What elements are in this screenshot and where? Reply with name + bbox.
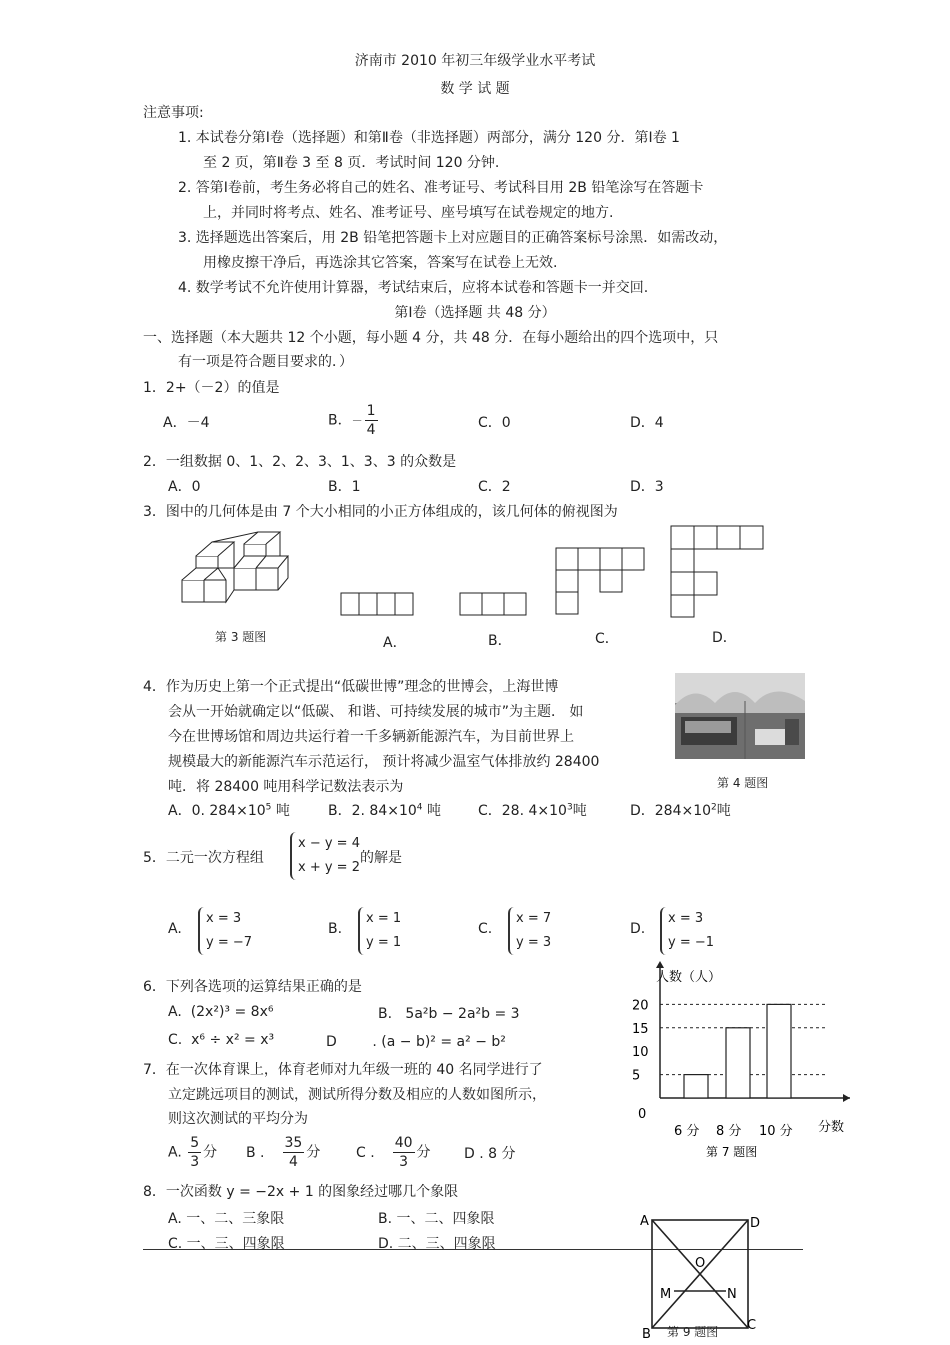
q5-option-b[interactable]: x = 1 y = 1 (358, 907, 401, 955)
q8-option-a[interactable]: A. 一、二、三象限 (168, 1211, 285, 1227)
q9-label-o: O (695, 1256, 706, 1271)
exam-title: 济南市 2010 年初三年级学业水平考试 (354, 53, 596, 69)
notes-heading: 注意事项: (143, 105, 204, 121)
q9-label-n: N (727, 1287, 737, 1302)
q3-solid-figure (178, 528, 298, 608)
q4-option-b[interactable]: B．2. $84\times 10^4$ 吨 (328, 802, 441, 819)
note-line: 4. 数学考试不允许使用计算器，考试结束后，应将本试卷和答题卡一并交回. (178, 280, 649, 296)
note-line: 3. 选择题选出答案后，用 2B 铅笔把答题卡上对应题目的正确答案标号涂黑．如需改动， (178, 230, 728, 246)
chart-bar (767, 1004, 791, 1098)
question-4-line: 吨．将 28400 吨用科学记数法表示为 (168, 779, 404, 795)
q7-option-c[interactable]: C . $\frac{40}{3}$ 分 (356, 1135, 431, 1170)
q4-expo-bus-photo (675, 673, 805, 759)
question-5-stem-post: 的解是 (360, 850, 402, 866)
q3-option-c-figure[interactable] (555, 547, 647, 619)
chart-x-arrow (843, 1094, 850, 1102)
exam-subtitle: 数 学 试 题 (440, 81, 510, 97)
q8-option-c[interactable]: C. 一、三、四象限 (168, 1236, 285, 1252)
note-line: 至 2 页，第Ⅱ卷 3 至 8 页．考试时间 120 分钟. (203, 155, 500, 171)
q5-option-d-label[interactable]: D. (630, 921, 646, 937)
q3-figure-caption: 第 3 题图 (215, 630, 267, 644)
q9-label-m: M (660, 1287, 672, 1302)
chart-y-label: 人数（人） (656, 970, 722, 985)
question-4-line: 4．作为历史上第一个正式提出“低碳世博”理念的世博会，上海世博 (143, 679, 559, 695)
chart-y-tick-label: 20 (632, 998, 649, 1014)
question-5-stem-pre: 5．二元一次方程组 (143, 850, 264, 866)
q9-square-figure (636, 1208, 776, 1340)
question-2-stem: 2．一组数据 0、1、2、2、3、1、3、3 的众数是 (143, 454, 457, 470)
q5-option-a-label[interactable]: A. (168, 921, 182, 937)
chart-y-tick-label: 0 (638, 1107, 647, 1122)
section-instructions-cont: 有一项是符合题目要求的．） (178, 354, 353, 370)
q4-option-a[interactable]: A．0. $284\times 10^5$ 吨 (168, 802, 290, 819)
question-8-stem: 8．一次函数 y = −2x + 1 的图象经过哪几个象限 (143, 1184, 459, 1200)
question-7-line: 则这次测试的平均分为 (168, 1111, 308, 1127)
q3-option-b-figure[interactable] (459, 592, 531, 618)
q9-label-b: B (642, 1327, 651, 1340)
q3-option-d[interactable]: D． (712, 630, 737, 646)
question-4-line: 规模最大的新能源汽车示范运行， 预计将减少温室气体排放约 28400 (168, 754, 600, 770)
q5-eq2: x + y = 2 (298, 860, 360, 875)
q6-option-a[interactable]: A. (2x²)³ = 8x⁶ (168, 1004, 274, 1020)
question-6-stem: 6．下列各选项的运算结果正确的是 (143, 979, 362, 995)
q1-option-a[interactable]: A．－4 (163, 415, 210, 431)
question-7-line: 立定跳远项目的测试，测试所得分数及相应的人数如图所示， (168, 1087, 546, 1103)
q6-option-d[interactable]: D . (a − b)² = a² − b² (326, 1034, 506, 1050)
chart-x-tick-label: 6 分 (674, 1124, 700, 1139)
q5-option-d[interactable]: x = 3 y = −1 (660, 907, 714, 955)
question-7-line: 7．在一次体育课上，体育老师对九年级一班的 40 名同学进行了 (143, 1062, 543, 1078)
q2-option-b[interactable]: B．1 (328, 479, 361, 495)
q9-label-d: D (750, 1216, 761, 1231)
chart-y-arrow (656, 961, 664, 968)
q9-figure-caption: 第 9 题图 (667, 1325, 719, 1339)
q1-option-b[interactable]: B．－ $\frac{1}{4}$ (328, 403, 376, 438)
q4-option-d[interactable]: D．$284\times 10^2$吨 (630, 802, 731, 819)
chart-x-tick-label: 10 分 (759, 1124, 793, 1139)
q4-option-c[interactable]: C．28. $4\times 10^3$吨 (478, 802, 587, 819)
q5-option-a[interactable]: x = 3 y = −7 (198, 907, 252, 955)
q5-equation-system (290, 832, 360, 880)
q8-option-d[interactable]: D. 二、三、四象限 (378, 1236, 496, 1252)
q1-option-c[interactable]: C．0 (478, 415, 511, 431)
chart-bar (684, 1075, 708, 1098)
q5-eq1: x − y = 4 (298, 836, 360, 851)
q3-option-a-figure[interactable] (340, 592, 420, 618)
note-line: 1. 本试卷分第Ⅰ卷（选择题）和第Ⅱ卷（非选择题）两部分，满分 120 分．第Ⅰ卷 1 (178, 130, 680, 146)
q5-option-b-label[interactable]: B. (328, 921, 343, 937)
section-instructions: 一、选择题（本大题共 12 个小题，每小题 4 分，共 48 分．在每小题给出的四个选项中，只 (143, 330, 719, 346)
q9-label-a: A (640, 1214, 649, 1229)
q3-option-c[interactable]: C． (595, 631, 619, 647)
q3-option-a[interactable]: A． (383, 635, 407, 651)
question-3-stem: 3．图中的几何体是由 7 个大小相同的小正方体组成的，该几何体的俯视图为 (143, 504, 618, 520)
q4-figure-caption: 第 4 题图 (717, 776, 769, 790)
note-line: 上，并同时将考点、姓名、准考证号、座号填写在试卷规定的地方. (203, 205, 614, 221)
q7-option-b[interactable]: B . $\frac{35}{4}$ 分 (246, 1135, 321, 1170)
chart-bar (726, 1028, 750, 1098)
chart-caption: 第 7 题图 (706, 1145, 758, 1159)
q1-option-d[interactable]: D．4 (630, 415, 664, 431)
q6-option-b[interactable]: B. 5a²b − 2a²b = 3 (378, 1006, 520, 1022)
question-4-line: 会从一开始就确定以“低碳、 和谐、可持续发展的城市”为主题． 如 (168, 704, 584, 720)
chart-x-label: 分数 (818, 1120, 845, 1135)
q7-bar-chart (630, 955, 860, 1160)
q5-option-c[interactable]: x = 7 y = 3 (508, 907, 551, 955)
q3-option-d-figure[interactable] (670, 525, 766, 619)
q7-option-d[interactable]: D . 8 分 (464, 1146, 516, 1162)
q9-label-c: C (747, 1318, 757, 1333)
q2-option-c[interactable]: C．2 (478, 479, 511, 495)
note-line: 2. 答第Ⅰ卷前，考生务必将自己的姓名、准考证号、考试科目用 2B 铅笔涂写在答题卡 (178, 180, 704, 196)
q5-option-c-label[interactable]: C. (478, 921, 493, 937)
question-1-stem: 1．2+（－2）的值是 (143, 380, 280, 396)
part-title: 第Ⅰ卷（选择题 共 48 分） (394, 305, 556, 321)
q7-option-a[interactable]: A. $\frac{5}{3}$ 分 (168, 1135, 218, 1170)
chart-y-tick-label: 5 (632, 1068, 641, 1084)
q3-option-b[interactable]: B． (488, 633, 512, 649)
chart-x-tick-label: 8 分 (716, 1124, 742, 1139)
question-4-line: 今在世博场馆和周边共运行着一千多辆新能源汽车，为目前世界上 (168, 729, 574, 745)
q6-option-c[interactable]: C. x⁶ ÷ x² = x³ (168, 1032, 275, 1048)
q2-option-a[interactable]: A．0 (168, 479, 201, 495)
q8-option-b[interactable]: B. 一、二、四象限 (378, 1211, 495, 1227)
q2-option-d[interactable]: D．3 (630, 479, 664, 495)
chart-y-tick-label: 10 (632, 1045, 649, 1061)
note-line: 用橡皮擦干净后，再选涂其它答案，答案写在试卷上无效. (203, 255, 558, 271)
chart-y-tick-label: 15 (632, 1021, 649, 1037)
